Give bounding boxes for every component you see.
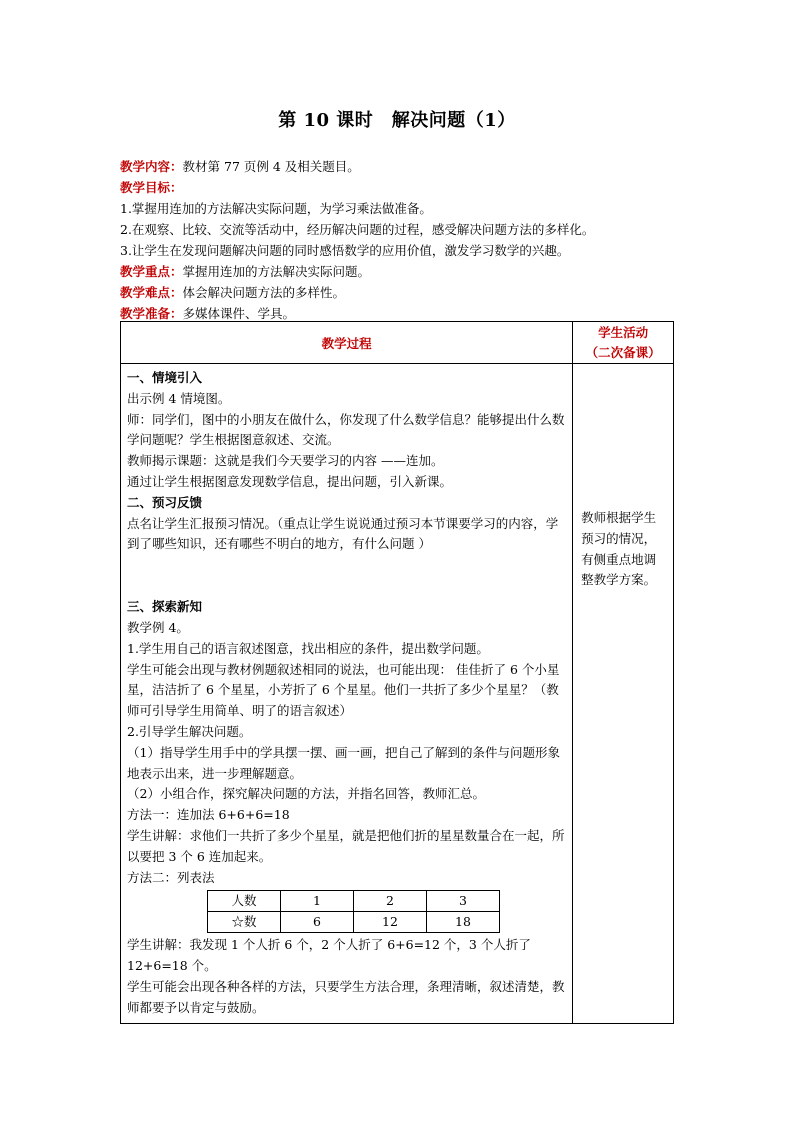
section-title: 一、情境引入 [127, 370, 203, 385]
goals-label: 教学目标： [120, 180, 183, 195]
difficulty-text: 体会解决问题方法的多样性。 [182, 285, 346, 300]
section-title: 二、预习反馈 [127, 494, 203, 510]
goal-item: 2.在观察、比较、交流等活动中，经历解决问题的过程，感受解决问题方法的多样化。 [120, 222, 595, 237]
table-row [208, 891, 500, 912]
activity-note: 教师根据学生预习的情况，有侧重点地调整教学方案。 [581, 510, 657, 588]
process-cell [121, 364, 573, 1024]
activity-header [573, 322, 674, 364]
paragraph: 学生可能会出现与教材例题叙述相同的说法，也可能出现： 佳佳折了 6 个小星星，洁洁折了 6 个星星，小芳折了 6 个星星。他们一共折了多少个星星？（教师可引导学生用简单、明了的语言叙述） [127, 661, 560, 719]
content-label: 教学内容： [120, 159, 183, 174]
lesson-meta [120, 156, 680, 324]
goal-item: 3.让学生在发现问题解决问题的同时感悟数学的应用价值，激发学习数学的兴趣。 [120, 243, 570, 258]
content-line [120, 156, 680, 177]
lesson-table [120, 321, 674, 1024]
paragraph: 点名让学生汇报预习情况。（重点让学生说说通过预习本节课要学习的内容，学到了哪些知识，还有哪些不明白的地方，有什么问题 ） [127, 515, 559, 552]
paragraph: 学生讲解：求他们一共折了多少个星星，就是把他们折的星星数量合在一起，所以要把 3 个 6 连加起来。 [127, 827, 565, 864]
table-cell: 18 [427, 912, 500, 933]
paragraph: 通过让学生根据图意发现数学信息，提出问题，引入新课。 [127, 473, 453, 489]
goals-line [120, 177, 680, 198]
paragraph: （1）指导学生用手中的学具摆一摆、画一画，把自己了解到的条件与问题形象地表示出来，进一步理解题意。 [127, 744, 560, 781]
paragraph: 2.引导学生解决问题。 [127, 723, 252, 739]
table-cell: 12 [354, 912, 427, 933]
activity-header-line1: 学生活动 [598, 324, 649, 340]
content-text: 教材第 77 页例 4 及相关题目。 [182, 159, 360, 174]
paragraph: 教学例 4。 [127, 619, 189, 635]
star-count-table [207, 890, 500, 933]
key-line [120, 261, 680, 282]
process-header [121, 322, 573, 364]
key-label: 教学重点： [120, 264, 183, 279]
prep-label: 教学准备： [120, 306, 183, 321]
page-title: 第 10 课时 解决问题（1） [278, 110, 516, 131]
process-header-text: 教学过程 [321, 335, 372, 351]
prep-text: 多媒体课件、学具。 [182, 306, 296, 321]
table-cell: 1 [281, 891, 354, 912]
activity-cell [573, 364, 674, 1024]
paragraph: 方法一：连加法 6+6+6=18 [127, 807, 290, 823]
section-title: 三、探索新知 [127, 599, 203, 615]
spacer [127, 555, 567, 597]
activity-header-line2: （二次备课） [585, 344, 661, 360]
paragraph: 1.学生用自己的语言叙述图意，找出相应的条件，提出数学问题。 [127, 640, 489, 656]
table-cell: 3 [427, 891, 500, 912]
paragraph: 师：同学们，图中的小朋友在做什么，你发现了什么数学信息？能够提出什么数学问题呢？学生根据图意叙述、交流。 [127, 411, 565, 448]
paragraph: 教师揭示课题：这就是我们今天要学习的内容 ——连加。 [127, 453, 444, 469]
paragraph: 方法二：列表法 [127, 869, 215, 885]
key-text: 掌握用连加的方法解决实际问题。 [182, 264, 371, 279]
paragraph: 学生讲解：我发现 1 个人折 6 个，2 个人折了 6+6=12 个，3 个人折了 12+6=18 个。 [127, 937, 531, 974]
paragraph: （2）小组合作，探究解决问题的方法，并指名回答，教师汇总。 [127, 786, 485, 802]
paragraph: 出示例 4 情境图。 [127, 390, 231, 406]
difficulty-line [120, 282, 680, 303]
table-cell: ☆数 [208, 912, 281, 933]
table-cell: 6 [281, 912, 354, 933]
paragraph: 学生可能会出现各种各样的方法，只要学生方法合理，条理清晰，叙述清楚，教师都要予以肯定与鼓励。 [127, 978, 565, 1015]
difficulty-label: 教学难点： [120, 285, 183, 300]
table-cell: 2 [354, 891, 427, 912]
table-row [208, 912, 500, 933]
goal-item: 1.掌握用连加的方法解决实际问题，为学习乘法做准备。 [120, 201, 432, 216]
table-cell: 人数 [208, 891, 281, 912]
